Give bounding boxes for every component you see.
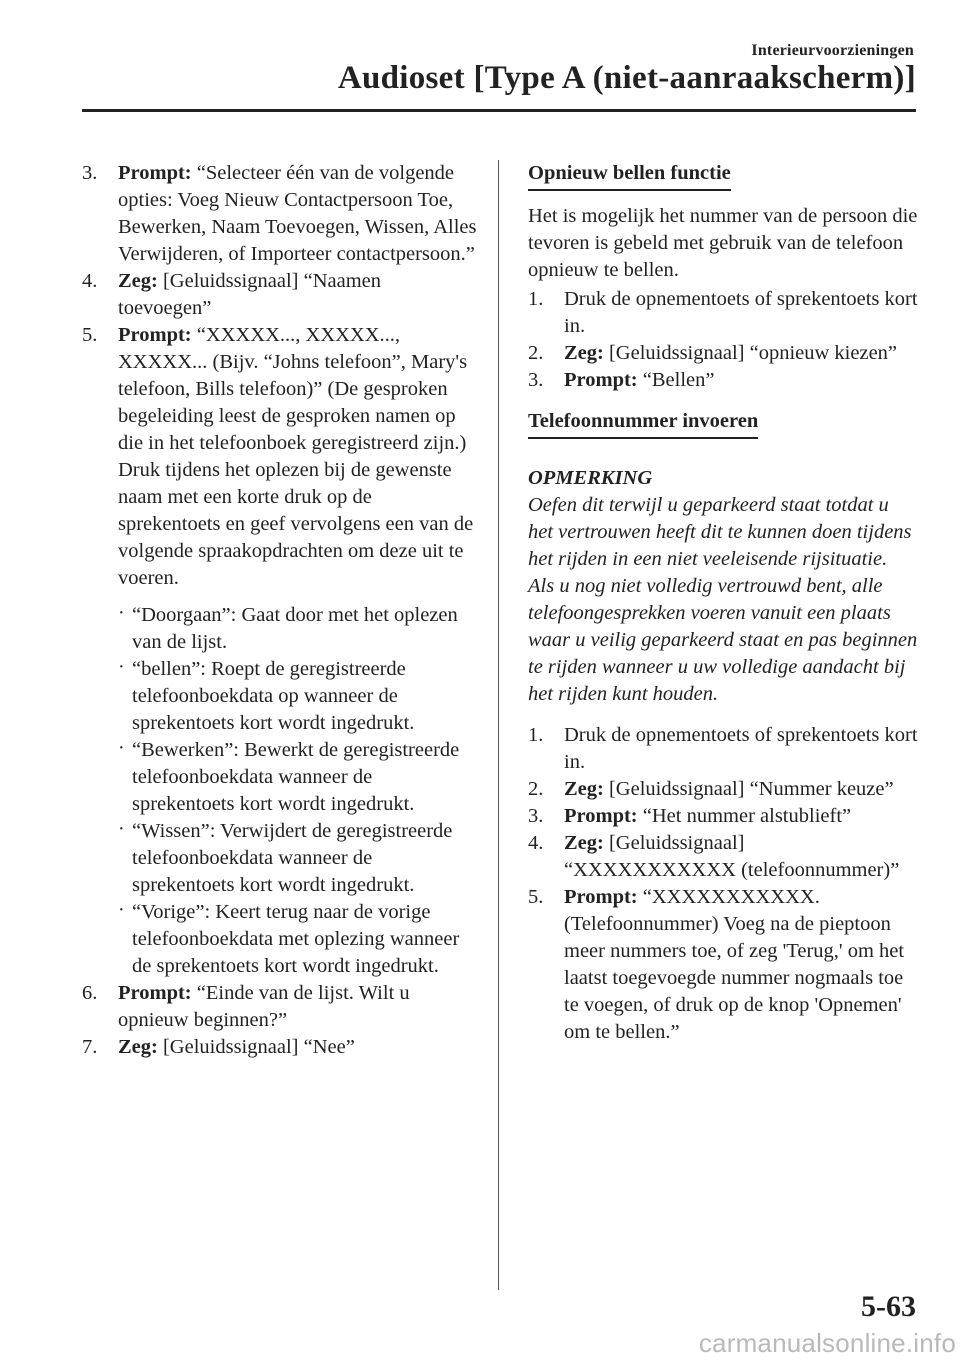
step-body: “Bellen”: [637, 369, 715, 391]
step-keyword: Zeg:: [564, 342, 604, 364]
bullet-dot-icon: ·: [118, 656, 125, 678]
step-text: [118, 1034, 478, 1061]
command-bullet: [118, 656, 478, 737]
step-keyword: Prompt:: [564, 805, 638, 827]
step-number: 1.: [528, 724, 544, 746]
step-keyword: Prompt:: [118, 982, 192, 1004]
page-title: Audioset [Type A (niet-aanraakscherm)]: [337, 60, 916, 96]
step-text: [564, 884, 918, 1046]
step-body: [Geluidssignaal] “opnieuw kiezen”: [603, 342, 898, 364]
bullet-dot-icon: ·: [118, 602, 125, 624]
step-number: 6.: [82, 982, 98, 1004]
command-bullet: [118, 737, 478, 818]
spacer: [528, 708, 918, 722]
step-number: 4.: [528, 832, 544, 854]
watermark: carmanualsonline.info: [698, 1328, 956, 1358]
step-text: [564, 776, 918, 803]
phone-entry-heading: Telefoonnummer invoeren: [528, 408, 758, 439]
spacer: [528, 394, 918, 408]
step-number: 3.: [82, 162, 98, 184]
step-keyword: Zeg:: [118, 1036, 158, 1058]
command-bullet: [118, 818, 478, 899]
note-title: OPMERKING: [528, 467, 653, 489]
step-body: “Einde van de lijst. Wilt u opnieuw beginnen?”: [118, 982, 410, 1031]
step-number: 2.: [528, 778, 544, 800]
step-item: [82, 268, 478, 322]
step-text: [564, 286, 918, 340]
step-text: [118, 160, 478, 268]
step-number: 5.: [82, 324, 98, 346]
command-bullet-list: [118, 602, 478, 980]
step-number: 2.: [528, 342, 544, 364]
step-body: “XXXXXXXXXXX. (Telefoonnummer) Voeg na de pieptoon meer nummers toe, of zeg 'Terug,' om het laatst toegevoegde nummer nogmaals toe te voegen, of druk op de knop 'Opnemen' om te bellen.”: [564, 886, 905, 1043]
bullet-dot-icon: ·: [118, 899, 125, 921]
bullet-dot-icon: ·: [118, 737, 125, 759]
step-body: [Geluidssignaal] “Naamen toevoegen”: [118, 270, 381, 319]
bullet-text: “Doorgaan”: Gaat door met het oplezen van de lijst.: [132, 604, 458, 653]
note-text: Oefen dit terwijl u geparkeerd staat totdat u het vertrouwen heeft dit te kunnen doen tijdens het rijden in een niet veeleisende rijsituatie. Als u nog niet volledig vertrouwd bent, alle telefoongesprekken voeren vanuit een plaats waar u veilig geparkeerd staat en pas beginnen te rijden wanneer u uw volledige aandacht bij het rijden kunt houden.: [528, 494, 918, 705]
step-body: “Selecteer één van de volgende opties: Voeg Nieuw Contactpersoon Toe, Bewerken, Naam Toevoegen, Wissen, Alles Verwijderen, of Importeer contactpersoon.”: [118, 162, 477, 265]
step-item: [528, 830, 918, 884]
step-item: [82, 980, 478, 1034]
bullet-text: “Vorige”: Keert terug naar de vorige telefoonboekdata met oplezing wanneer de sprekentoets kort wordt ingedrukt.: [132, 901, 460, 977]
step-text: [564, 367, 918, 394]
step-item: [528, 722, 918, 776]
bullet-text: “Bewerken”: Bewerkt de geregistreerde telefoonboekdata wanneer de sprekentoets kort wordt ingedrukt.: [132, 739, 460, 815]
step-text: [118, 322, 478, 457]
step-keyword: Zeg:: [564, 778, 604, 800]
step-text: [564, 830, 918, 884]
step-body: Druk de opnementoets of sprekentoets kort in.: [564, 724, 918, 773]
step-keyword: Zeg:: [564, 832, 604, 854]
step-item: [82, 160, 478, 268]
step-item: [528, 803, 918, 830]
column-divider: [498, 160, 499, 1290]
step-body: “XXXXX..., XXXXX..., XXXXX... (Bijv. “Johns telefoon”, Mary's telefoon, Bills telefoon)” (De gesproken begeleiding leest de gesproken namen op die in het telefoonboek geregistreerd zijn.): [118, 324, 468, 454]
redial-intro: Het is mogelijk het nummer van de persoon die tevoren is gebeld met gebruik van de telefoon opnieuw te bellen.: [528, 205, 918, 281]
note-block: [528, 465, 918, 708]
page-number: 5-63: [861, 1290, 916, 1323]
step-number: 4.: [82, 270, 98, 292]
step-text: [564, 340, 918, 367]
step-number: 3.: [528, 805, 544, 827]
step-keyword: Prompt:: [118, 162, 192, 184]
step-keyword: Zeg:: [118, 270, 158, 292]
step-body: Druk de opnementoets of sprekentoets kort in.: [564, 288, 918, 337]
step-5-extra: Druk tijdens het oplezen bij de gewenste naam met een korte druk op de sprekentoets en geef vervolgens een van de volgende spraakopdrachten om deze uit te voeren.: [118, 459, 474, 589]
step-list: [82, 160, 478, 457]
step-text: [564, 803, 918, 830]
step-body: [Geluidssignaal] “Nee”: [157, 1036, 355, 1058]
step-text: [118, 268, 478, 322]
step-item: [528, 884, 918, 1046]
step-body: [Geluidssignaal] “Nummer keuze”: [603, 778, 894, 800]
step-number: 7.: [82, 1036, 98, 1058]
step-text: [564, 722, 918, 776]
step-list: [82, 980, 478, 1061]
step-body: “Het nummer alstublieft”: [637, 805, 852, 827]
step-number: 5.: [528, 886, 544, 908]
bullet-dot-icon: ·: [118, 818, 125, 840]
redial-heading: Opnieuw bellen functie: [528, 160, 731, 191]
redial-step-list: [528, 286, 918, 394]
right-column: [528, 160, 918, 1046]
step-number: 3.: [528, 369, 544, 391]
section-label: Interieurvoorzieningen: [751, 42, 914, 59]
command-bullet: [118, 602, 478, 656]
bullet-text: “Wissen”: Verwijdert de geregistreerde telefoonboekdata wanneer de sprekentoets kort wordt ingedrukt.: [132, 820, 453, 896]
phone-entry-step-list: [528, 722, 918, 1046]
command-bullet: [118, 899, 478, 980]
step-keyword: Prompt:: [564, 886, 638, 908]
step-text: [118, 980, 478, 1034]
step-item: [528, 286, 918, 340]
step-keyword: Prompt:: [118, 324, 192, 346]
step-item: [82, 1034, 478, 1061]
step-item: [528, 340, 918, 367]
step-item: [528, 776, 918, 803]
step-body: [Geluidssignaal] “XXXXXXXXXXX (telefoonnummer)”: [564, 832, 900, 881]
step-keyword: Prompt:: [564, 369, 638, 391]
bullet-text: “bellen”: Roept de geregistreerde telefoonboekdata op wanneer de sprekentoets kort wordt ingedrukt.: [132, 658, 415, 734]
left-column: [82, 160, 478, 1061]
step-item: [528, 367, 918, 394]
step-number: 1.: [528, 288, 544, 310]
step-item: [82, 322, 478, 457]
header-rule: [82, 109, 916, 112]
